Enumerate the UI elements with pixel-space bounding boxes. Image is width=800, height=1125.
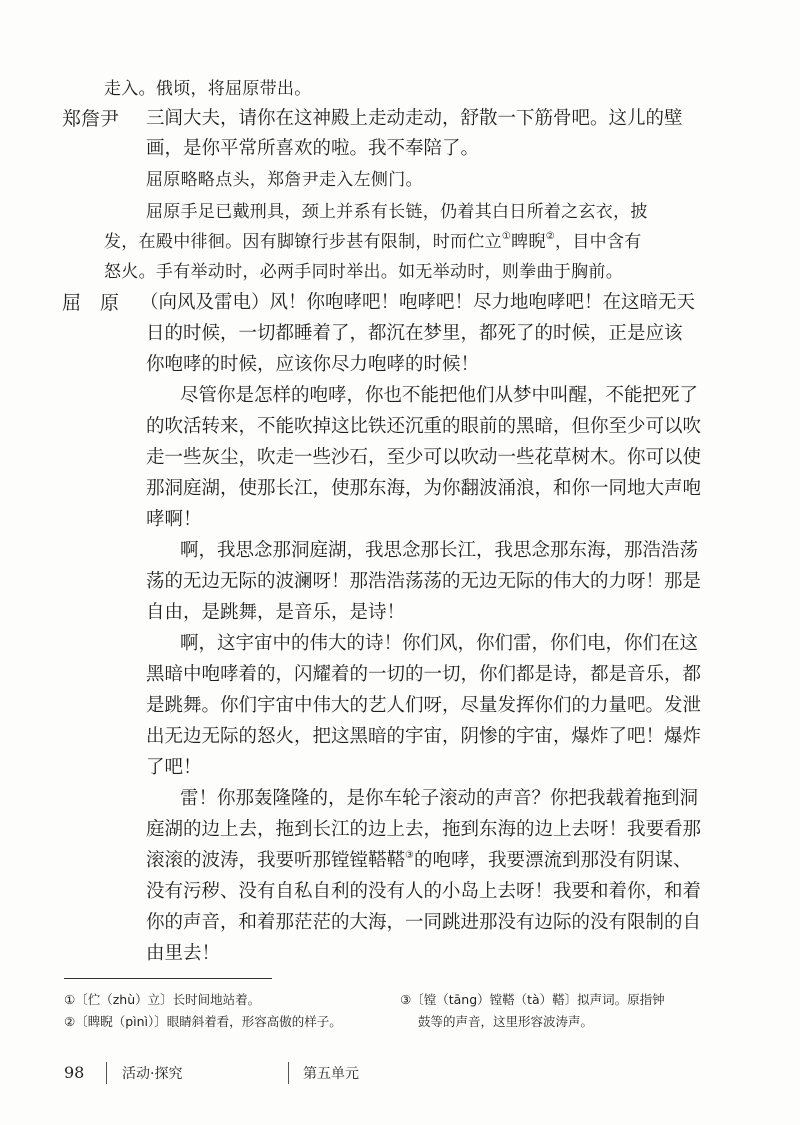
paragraph-line: 啊，这宇宙中的伟大的诗！你们风，你们雷，你们电，你们在这 [180, 633, 699, 654]
stage-text: 发，在殿中徘徊。因有脚镣行步甚有限制，时而伫立 [104, 232, 502, 252]
speaker-name-first: 屈 [62, 292, 82, 314]
stage-direction: 走入。俄顷，将屈原带出。 [104, 79, 312, 99]
footnote-3: ③〔镗（tāng）镗鞳（tà）鞳〕拟声词。原指钟 [400, 992, 665, 1007]
stage-direction-line: 怒火。手有举动时，必两手同时举出。如无举动时，则拳曲于胸前。 [104, 262, 623, 282]
stage-direction-line: 屈原手足已戴刑具，颈上并系有长链，仍着其白日所着之玄衣，披 [146, 202, 648, 222]
stage-text: 睥睨 [511, 232, 546, 252]
stage-direction: 屈原略略点头，郑詹尹走入左侧门。 [146, 170, 423, 190]
speaker-name: 郑詹尹 [62, 108, 120, 130]
footnote-rule [64, 978, 272, 979]
stage-direction-line [104, 227, 642, 257]
paragraph-line: 没有污秽、没有自私自利的没有人的小岛上去呀！我要和着你，和着 [146, 881, 702, 902]
paragraph-line: 那洞庭湖，使那长江，使那东海，为你翻波涌浪，和你一同地大声咆 [146, 478, 702, 499]
paragraph-line: 啊，我思念那洞庭湖，我思念那长江，我思念那东海，那浩浩荡 [180, 540, 699, 561]
speaker-name-second: 原 [100, 292, 120, 314]
speech-line: 你咆哮的时候，应该你尽力咆哮的时候！ [146, 354, 480, 375]
paragraph-line: 哮啊！ [146, 509, 202, 530]
section-label: 活动·探究 [122, 1066, 183, 1082]
footer-divider [106, 1062, 107, 1084]
paragraph-line: 出无边无际的怒火，把这黑暗的宇宙，阴惨的宇宙，爆炸了吧！爆炸 [146, 726, 702, 747]
unit-label: 第五单元 [303, 1066, 359, 1082]
footnote-marker: ③ [405, 850, 414, 861]
speech-line: 日的时候，一切都睡着了，都沉在梦里，都死了的时候，正是应该 [146, 323, 683, 344]
paragraph-line: 黑暗中咆哮着的，闪耀着的一切的一切，你们都是诗，都是音乐，都 [146, 664, 702, 685]
footer-divider [288, 1062, 289, 1084]
footnote-1: ①〔伫（zhù）立〕长时间地站着。 [64, 992, 261, 1007]
paragraph-line: 庭湖的边上去，拖到长江的边上去，拖到东海的边上去呀！我要看那 [146, 819, 702, 840]
speech-line: （向风及雷电）风！你咆哮吧！咆哮吧！尽力地咆哮吧！在这暗无天 [140, 292, 696, 313]
footnote-3-continued: 鼓等的声音，这里形容波涛声。 [418, 1014, 594, 1029]
footnote-marker: ② [545, 231, 556, 242]
footnote-2: ②〔睥睨（pìnì）〕眼睛斜着看，形容高傲的样子。 [64, 1014, 342, 1029]
paragraph-line: 的吹活转来，不能吹掉这比铁还沉重的眼前的黑暗，但你至少可以吹 [146, 416, 702, 437]
paragraph-line: 自由，是跳舞，是音乐，是诗！ [146, 602, 406, 623]
paragraph-line [146, 846, 692, 876]
paragraph-text: 滚滚的波涛，我要听那镗镗鞳鞳 [146, 850, 406, 871]
speech-line: 画，是你平常所喜欢的啦。我不奉陪了。 [146, 138, 480, 159]
paragraph-text: 的咆哮，我要漂流到那没有阴谋、 [413, 850, 692, 871]
paragraph-line: 雷！你那轰隆隆的，是你车轮子滚动的声音？你把我载着拖到洞 [180, 788, 699, 809]
paragraph-line: 由里去！ [146, 943, 221, 964]
paragraph-line: 走一些灰尘，吹走一些沙石，至少可以吹动一些花草树木。你可以使 [146, 447, 702, 468]
paragraph-line: 荡的无边无际的波澜呀！那浩浩荡荡的无边无际的伟大的力呀！那是 [146, 571, 702, 592]
paragraph-line: 尽管你是怎样的咆哮，你也不能把他们从梦中叫醒，不能把死了 [180, 385, 699, 406]
paragraph-line: 你的声音，和着那茫茫的大海，一同跳进那没有边际的没有限制的自 [146, 912, 702, 933]
page-number: 98 [64, 1063, 85, 1082]
paragraph-line: 是跳舞。你们宇宙中伟大的艺人们呀，尽量发挥你们的力量吧。发泄 [146, 695, 702, 716]
stage-text: ，目中含有 [555, 232, 642, 252]
paragraph-line: 了吧！ [146, 757, 202, 778]
speech-line: 三闾大夫，请你在这神殿上走动走动，舒散一下筋骨吧。这儿的壁 [146, 108, 683, 129]
footnote-marker: ① [501, 231, 512, 242]
